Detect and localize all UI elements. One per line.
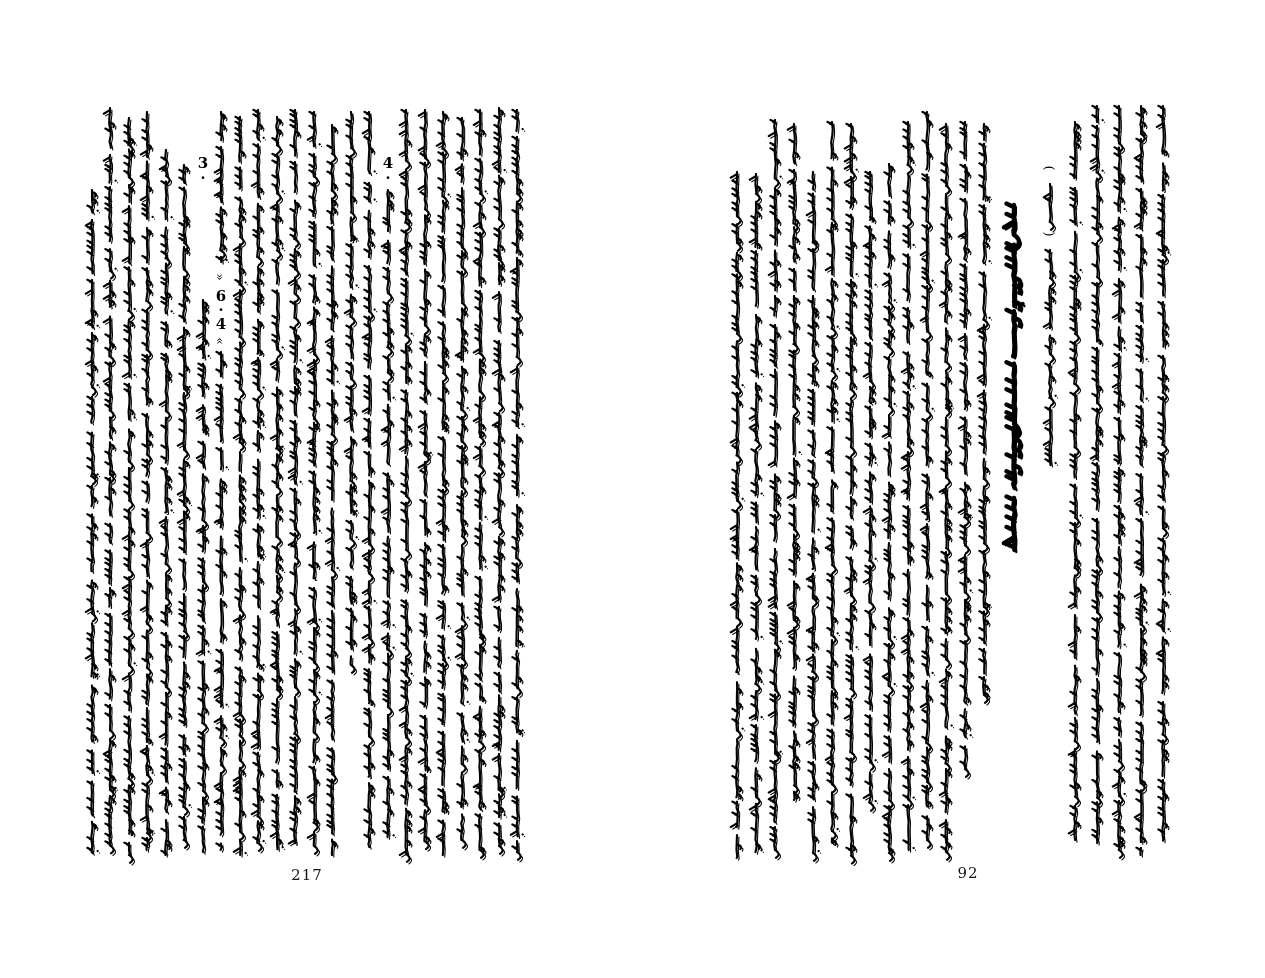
text-column-echo: [1137, 108, 1149, 857]
text-column: [826, 122, 838, 845]
numeral-token: ·: [218, 301, 224, 319]
text-column: [883, 164, 895, 861]
text-column: [252, 110, 264, 851]
numeral-token: ·: [385, 169, 391, 187]
text-column: [959, 122, 971, 777]
numeral-token: 3: [197, 154, 209, 172]
text-column-echo: [273, 119, 285, 851]
text-column-echo: [384, 192, 396, 839]
text-column: [178, 165, 190, 848]
numeral-token: 4: [215, 315, 227, 333]
text-column-echo: [771, 122, 783, 860]
text-column-echo: [310, 114, 322, 856]
text-column: [197, 300, 209, 852]
text-column: [769, 120, 781, 858]
text-column: [234, 117, 246, 855]
heading-text-column: [1004, 204, 1023, 550]
right-page-number: 92: [957, 864, 979, 882]
text-column: [1113, 106, 1125, 858]
text-column: [215, 112, 227, 850]
text-column: [474, 110, 486, 858]
text-column-echo: [904, 124, 916, 852]
text-column: [141, 112, 153, 850]
text-column: [1044, 184, 1056, 465]
text-column: [456, 118, 468, 848]
text-column: [921, 112, 933, 848]
text-column: [104, 108, 116, 853]
parenthesis-mark: (: [1041, 165, 1056, 171]
text-column-echo: [328, 127, 340, 857]
text-column: [363, 112, 375, 847]
text-column: [289, 110, 301, 844]
text-column: [864, 172, 876, 811]
text-column: [382, 190, 394, 837]
text-column: [345, 112, 357, 673]
text-column-echo: [828, 124, 840, 847]
text-column-echo: [790, 126, 802, 802]
text-column: [86, 190, 98, 853]
text-column-echo: [217, 114, 229, 852]
parenthesis-mark: ): [1041, 231, 1056, 237]
text-column: [750, 174, 762, 852]
guillemet-mark: «: [213, 337, 227, 345]
text-column: [845, 124, 857, 864]
text-column: [1091, 106, 1103, 843]
text-column: [271, 117, 283, 849]
text-column: [1135, 106, 1147, 855]
guillemet-mark: »: [213, 273, 227, 281]
text-column: [807, 172, 819, 861]
text-column: [1157, 106, 1169, 841]
text-column: [731, 172, 743, 858]
numeral-token: 4: [382, 154, 394, 172]
text-column-echo: [162, 152, 174, 857]
text-column: [511, 110, 523, 860]
text-column-echo: [236, 119, 248, 857]
text-column-echo: [1071, 124, 1083, 842]
text-column: [940, 124, 952, 860]
text-column: [437, 112, 449, 855]
text-column-echo: [421, 112, 433, 851]
numeral-token: 6: [215, 287, 227, 305]
text-column: [788, 124, 800, 800]
text-column: [902, 122, 914, 850]
text-column: [123, 118, 135, 863]
text-column: [419, 110, 431, 849]
text-column: [1069, 122, 1081, 840]
left-page-number: 217: [291, 866, 323, 884]
numeral-token: ·: [200, 169, 206, 187]
text-column: [493, 108, 505, 854]
text-column: [160, 150, 172, 855]
text-column: [400, 110, 412, 862]
text-column-echo: [961, 124, 973, 779]
text-column: [326, 125, 338, 855]
text-column-echo: [254, 112, 266, 853]
